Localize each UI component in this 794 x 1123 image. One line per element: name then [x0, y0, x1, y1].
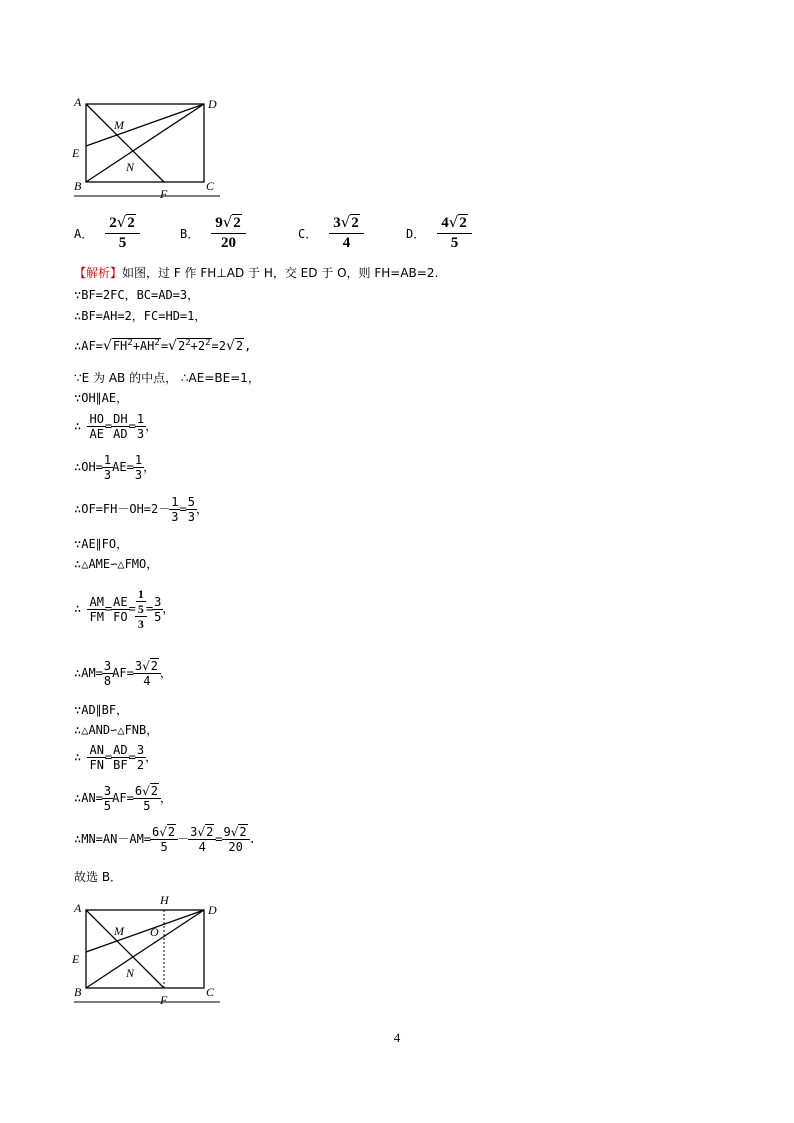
solution-line-9: ∵AE∥FO， — [74, 537, 129, 551]
choice-b[interactable]: B． 9√2 20 — [180, 210, 244, 256]
point-n-label: N — [126, 160, 135, 174]
point-m-label: M — [114, 118, 124, 132]
point-m-label: M — [114, 924, 124, 938]
solution-line-4: ∵E 为 AB 的中点， ∴AE=BE=1， — [74, 371, 260, 385]
solution-intro: 【解析】如图，过 F 作 FH⊥AD 于 H，交 ED 于 O，则 FH=AB=2. — [74, 266, 439, 280]
point-a-label: A — [74, 901, 82, 915]
point-b-label: B — [74, 985, 82, 999]
point-e-label: E — [72, 952, 80, 966]
solution-line-7: ∴OH= $\frac{1}{3}$ AE= $\frac{1}{3}$ ， — [74, 453, 156, 482]
solution-line-5: ∵OH∥AE， — [74, 391, 129, 405]
point-d-label: D — [208, 97, 217, 111]
solution-line-15: ∴ $\frac{AN}{FN}$ = $\frac{AD}{BF}$ = $\frac{3}{2}$ ， — [74, 743, 158, 772]
point-b-label: B — [74, 179, 82, 193]
choice-c-value: 3√2 4 — [331, 215, 362, 251]
solution-line-10: ∴△AME∽△FMO， — [74, 557, 159, 571]
solution-line-16: ∴AN= $\frac{3}{5}$ AF= $\frac{6√2}{5}$ ， — [74, 784, 172, 813]
point-o-label: O — [150, 925, 159, 939]
point-f-label: F — [160, 187, 168, 201]
choice-c[interactable]: C． 3√2 4 — [298, 210, 362, 256]
point-n-label: N — [126, 966, 135, 980]
analysis-tag: 【解析】 — [74, 266, 123, 280]
point-e-label: E — [72, 146, 80, 160]
point-d-label: D — [208, 903, 217, 917]
solution-line-2: ∴BF=AH=2，FC=HD=1， — [74, 309, 207, 323]
figure-rectangle-1 — [70, 92, 230, 204]
point-c-label: C — [206, 179, 215, 193]
choice-d-value: 4√2 5 — [439, 215, 470, 251]
solution-conclusion: 故选 B． — [74, 870, 123, 884]
solution-line-13: ∵AD∥BF， — [74, 703, 129, 717]
choice-d[interactable]: D． 4√2 5 — [406, 210, 470, 256]
point-h-label: H — [160, 893, 169, 907]
solution-line-3: $\therefore AF=√FH^2+AH^2=√2^2+2^2=2√2$, — [74, 338, 252, 354]
point-a-label: A — [74, 95, 82, 109]
choice-b-value: 9√2 20 — [213, 215, 244, 251]
point-c-label: C — [206, 985, 215, 999]
figure-rectangle-2 — [70, 892, 230, 1006]
answer-choices — [74, 210, 494, 256]
page-number: 4 — [393, 1030, 401, 1045]
solution-line-11: ∴ $\frac{AM}{FM}$ = $\frac{AE}{FO}$ = $\frac{\frac{1}{5}}{3}$ = $\frac{3}{5}$ ， — [74, 587, 175, 631]
solution-line-1: ∵BF=2FC，BC=AD=3， — [74, 288, 200, 302]
solution-line-17: ∴MN=AN－AM= $\frac{6√2}{5}$ － $\frac{3√2}{4}$ = $\frac{9√2}{20}$ . — [74, 825, 256, 854]
solution-line-6: ∴ $\frac{HO}{AE}$ = $\frac{DH}{AD}$ = $\frac{1}{3}$ ， — [74, 412, 158, 441]
solution-line-12: ∴AM= $\frac{3}{8}$ AF= $\frac{3√2}{4}$ ， — [74, 659, 172, 688]
choice-a-value: 2√2 5 — [107, 215, 138, 251]
solution-line-8: ∴OF=FH－OH=2－ $\frac{1}{3}$ = $\frac{5}{3}$ ， — [74, 495, 208, 524]
solution-line-14: ∴△AND∽△FNB， — [74, 723, 159, 737]
choice-a[interactable]: A． 2√2 5 — [74, 210, 138, 256]
point-f-label: F — [160, 993, 168, 1006]
